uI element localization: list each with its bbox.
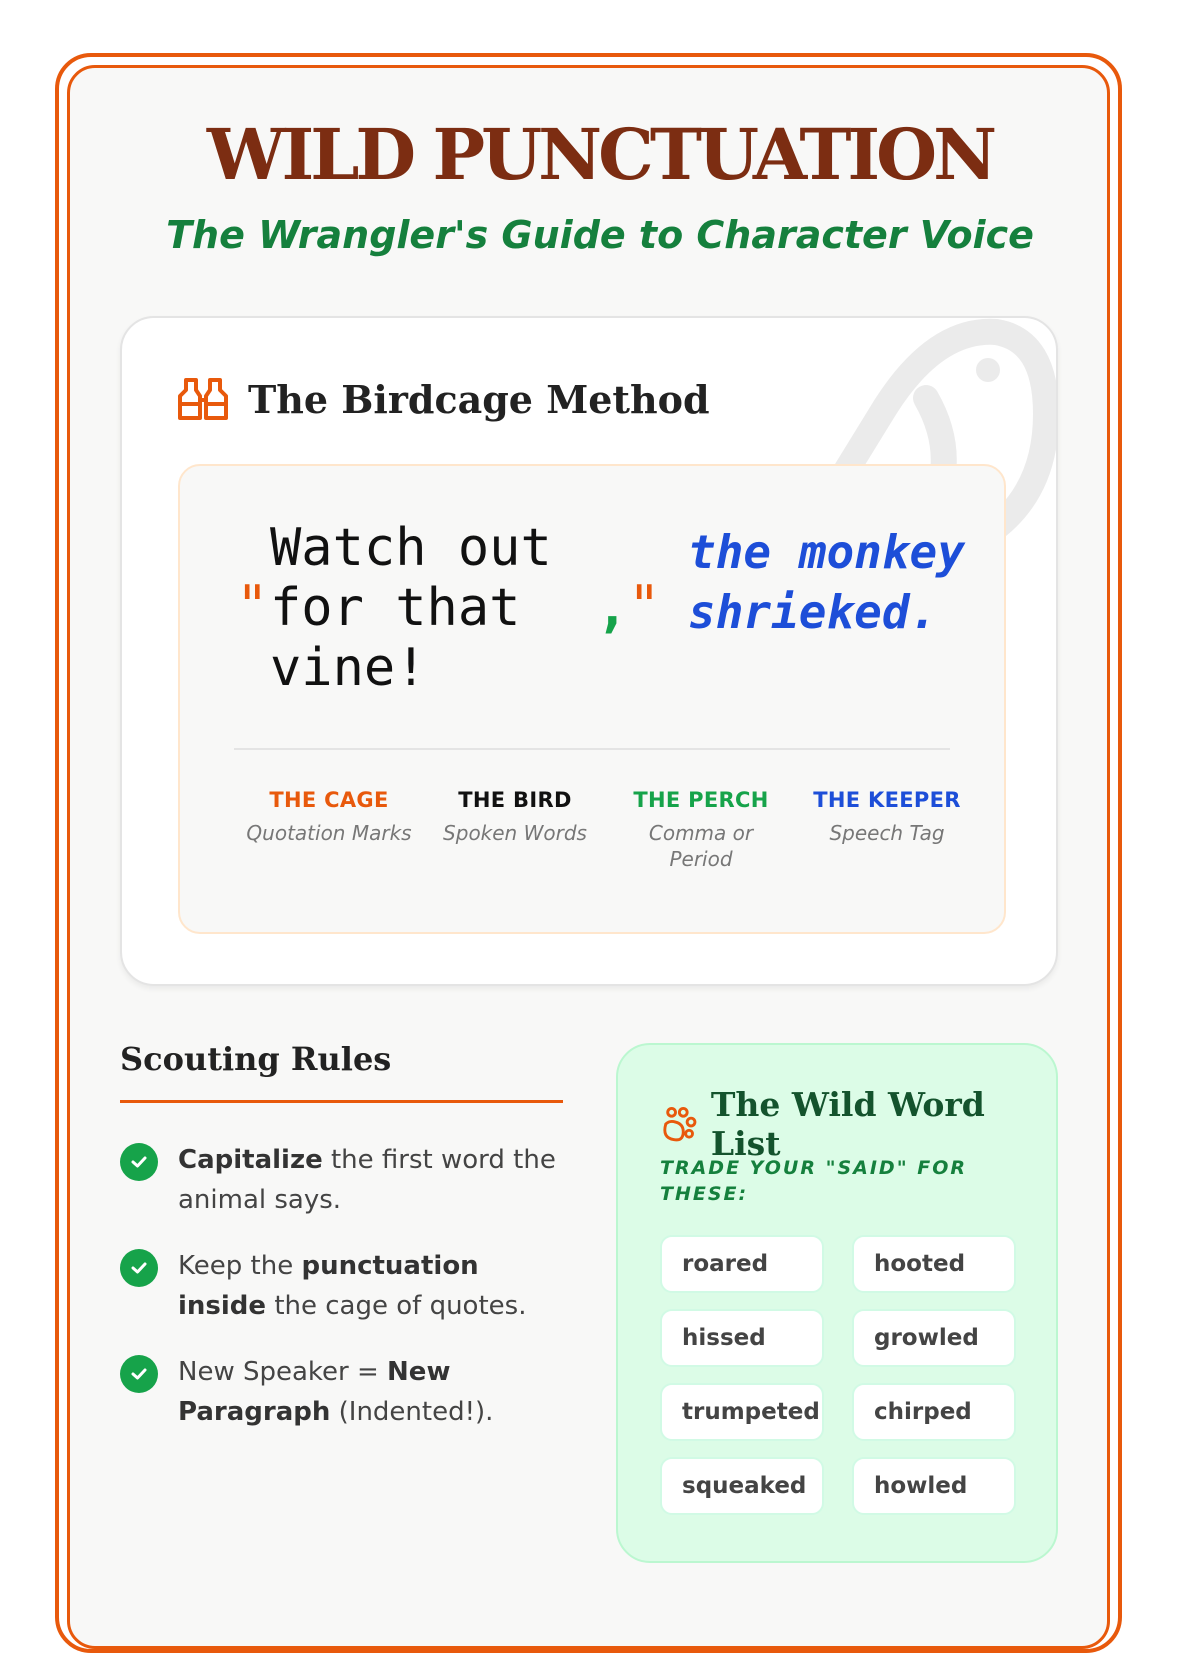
wild-word-title: The Wild Word List xyxy=(710,1085,985,1163)
legend-sub: Quotation Marks xyxy=(246,821,412,845)
spoken-words: Watch out for that vine! xyxy=(270,518,584,698)
wild-word-header xyxy=(658,1085,1056,1163)
legend-item-perch xyxy=(608,788,794,872)
legend-sub: Speech Tag xyxy=(829,821,945,845)
speech-tag: the monkey shrieked. xyxy=(688,525,965,639)
word-chip: roared xyxy=(660,1235,824,1293)
legend-sub: Spoken Words xyxy=(443,821,587,845)
perch-comma: , xyxy=(596,576,629,639)
wild-word-subtitle: TRADE YOUR "SAID" FOR THESE: xyxy=(660,1157,967,1205)
birdcage-header xyxy=(178,374,710,424)
rule-item xyxy=(120,1352,560,1432)
legend-item-keeper xyxy=(794,788,980,872)
check-icon xyxy=(120,1143,158,1181)
word-chip: chirped xyxy=(852,1383,1016,1441)
word-chip-grid xyxy=(660,1235,1020,1515)
legend-title: THE KEEPER xyxy=(813,788,961,812)
rule-text xyxy=(178,1246,560,1326)
wild-word-list-card xyxy=(616,1043,1058,1563)
legend xyxy=(236,788,980,872)
page-subtitle: The Wrangler's Guide to Character Voice xyxy=(166,213,1034,257)
paw-icon xyxy=(658,1104,697,1144)
word-chip: hooted xyxy=(852,1235,1016,1293)
rule-text xyxy=(178,1140,560,1220)
rule-item xyxy=(120,1140,560,1220)
word-chip: trumpeted xyxy=(660,1383,824,1441)
page-title: WILD PUNCTUATION xyxy=(206,113,994,196)
legend-title: THE CAGE xyxy=(269,788,389,812)
word-chip: squeaked xyxy=(660,1457,824,1515)
close-quote: " xyxy=(628,574,661,637)
rules-underline xyxy=(120,1100,563,1103)
legend-item-bird xyxy=(422,788,608,872)
rule-plain: the first word the animal says. xyxy=(178,1145,556,1215)
rules-list xyxy=(120,1140,560,1458)
word-chip: growled xyxy=(852,1309,1016,1367)
birdcage-title: The Birdcage Method xyxy=(248,376,710,422)
example-divider xyxy=(234,748,950,750)
rules-title: Scouting Rules xyxy=(120,1040,392,1078)
example-sentence xyxy=(236,518,965,708)
rule-bold: New Paragraph xyxy=(178,1357,451,1427)
legend-title: THE PERCH xyxy=(633,788,769,812)
word-chip: howled xyxy=(852,1457,1016,1515)
rule-plain: New Speaker = xyxy=(178,1357,388,1387)
legend-sub: Comma or Period xyxy=(648,821,754,871)
rule-bold: Capitalize xyxy=(178,1145,323,1175)
check-icon xyxy=(120,1249,158,1287)
binoculars-icon xyxy=(178,376,228,422)
rule-plain: Keep the xyxy=(178,1251,302,1281)
birdcage-card xyxy=(120,316,1058,986)
rule-bold: punctuation inside xyxy=(178,1251,479,1321)
open-quote: " xyxy=(236,574,269,637)
rule-plain: the cage of quotes. xyxy=(266,1291,527,1321)
word-chip: hissed xyxy=(660,1309,824,1367)
legend-title: THE BIRD xyxy=(458,788,572,812)
rule-plain: (Indented!). xyxy=(330,1397,494,1427)
check-icon xyxy=(120,1355,158,1393)
rule-text xyxy=(178,1352,560,1432)
legend-item-cage xyxy=(236,788,422,872)
example-panel xyxy=(178,464,1006,934)
rule-item xyxy=(120,1246,560,1326)
